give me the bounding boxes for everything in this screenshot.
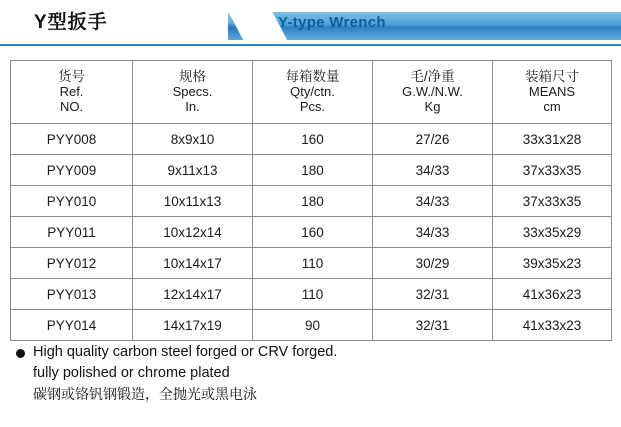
cell-specs: 10x12x14 bbox=[133, 217, 253, 248]
cell-specs: 10x14x17 bbox=[133, 248, 253, 279]
column-header-specs-en: Specs. bbox=[172, 83, 213, 99]
column-header-weight-en: G.W./N.W. bbox=[402, 83, 463, 99]
cell-means: 33x31x28 bbox=[493, 124, 612, 155]
cell-weight: 34/33 bbox=[373, 155, 493, 186]
table-row bbox=[11, 279, 612, 310]
column-header-ref-en2: NO. bbox=[59, 98, 84, 114]
spec-table bbox=[10, 60, 612, 341]
cell-weight: 27/26 bbox=[373, 124, 493, 155]
note-line-1-wrapper bbox=[16, 342, 606, 363]
table-row bbox=[11, 310, 612, 341]
cell-ref: PYY011 bbox=[11, 217, 133, 248]
cell-qty: 180 bbox=[253, 155, 373, 186]
cell-qty: 90 bbox=[253, 310, 373, 341]
spec-table-body bbox=[11, 124, 612, 341]
cell-ref: PYY010 bbox=[11, 186, 133, 217]
column-header-specs bbox=[133, 61, 253, 124]
cell-specs: 9x11x13 bbox=[133, 155, 253, 186]
cell-weight: 32/31 bbox=[373, 310, 493, 341]
cell-ref: PYY013 bbox=[11, 279, 133, 310]
cell-weight: 30/29 bbox=[373, 248, 493, 279]
cell-ref: PYY008 bbox=[11, 124, 133, 155]
table-row bbox=[11, 217, 612, 248]
cell-means: 41x33x23 bbox=[493, 310, 612, 341]
bullet-icon bbox=[16, 349, 25, 358]
note-line-1: High quality carbon steel forged or CRV forged. bbox=[33, 344, 338, 360]
cell-weight: 32/31 bbox=[373, 279, 493, 310]
cell-means: 33x35x29 bbox=[493, 217, 612, 248]
cell-ref: PYY009 bbox=[11, 155, 133, 186]
column-header-weight-cn: 毛/净重 bbox=[410, 69, 455, 85]
column-header-weight-en2: Kg bbox=[424, 98, 441, 114]
cell-qty: 110 bbox=[253, 248, 373, 279]
cell-weight: 34/33 bbox=[373, 217, 493, 248]
spec-table-wrapper bbox=[10, 60, 611, 341]
column-header-specs-cn: 规格 bbox=[179, 69, 206, 85]
column-header-specs-en2: In. bbox=[185, 98, 200, 114]
column-header-ref-cn: 货号 bbox=[58, 69, 85, 85]
column-header-means-cn: 装箱尺寸 bbox=[525, 69, 579, 85]
column-header-qty-en2: Pcs. bbox=[299, 98, 326, 114]
column-header-qty-en: Qty/ctn. bbox=[290, 83, 335, 99]
cell-means: 41x36x23 bbox=[493, 279, 612, 310]
column-header-means-en: MEANS bbox=[528, 83, 576, 99]
cell-means: 37x33x35 bbox=[493, 186, 612, 217]
column-header-qty bbox=[253, 61, 373, 124]
note-line-3-cn: 碳钢或铬钒钢锻造，全抛光或黑电泳 bbox=[33, 386, 257, 402]
cell-qty: 160 bbox=[253, 217, 373, 248]
column-header-means bbox=[493, 61, 612, 124]
table-row bbox=[11, 248, 612, 279]
cell-qty: 160 bbox=[253, 124, 373, 155]
table-row bbox=[11, 124, 612, 155]
note-line-2: fully polished or chrome plated bbox=[33, 365, 230, 381]
table-row bbox=[11, 186, 612, 217]
page-title-en: Y-type Wrench bbox=[278, 14, 386, 31]
column-header-means-en2: cm bbox=[543, 98, 561, 114]
table-row bbox=[11, 155, 612, 186]
cell-weight: 34/33 bbox=[373, 186, 493, 217]
column-header-ref bbox=[11, 61, 133, 124]
cell-ref: PYY012 bbox=[11, 248, 133, 279]
column-header-ref-en: Ref. bbox=[59, 83, 84, 99]
cell-specs: 8x9x10 bbox=[133, 124, 253, 155]
cell-ref: PYY014 bbox=[11, 310, 133, 341]
header-rule bbox=[0, 44, 621, 46]
product-notes bbox=[16, 342, 606, 405]
page-header bbox=[0, 0, 621, 46]
column-header-qty-cn: 每箱数量 bbox=[285, 69, 340, 85]
spec-table-head bbox=[11, 61, 612, 124]
cell-specs: 12x14x17 bbox=[133, 279, 253, 310]
cell-qty: 180 bbox=[253, 186, 373, 217]
column-header-weight bbox=[373, 61, 493, 124]
cell-means: 39x35x23 bbox=[493, 248, 612, 279]
page-title-cn: Y型扳手 bbox=[34, 12, 108, 33]
table-header-row bbox=[11, 61, 612, 124]
cell-specs: 10x11x13 bbox=[133, 186, 253, 217]
cell-means: 37x33x35 bbox=[493, 155, 612, 186]
cell-specs: 14x17x19 bbox=[133, 310, 253, 341]
cell-qty: 110 bbox=[253, 279, 373, 310]
